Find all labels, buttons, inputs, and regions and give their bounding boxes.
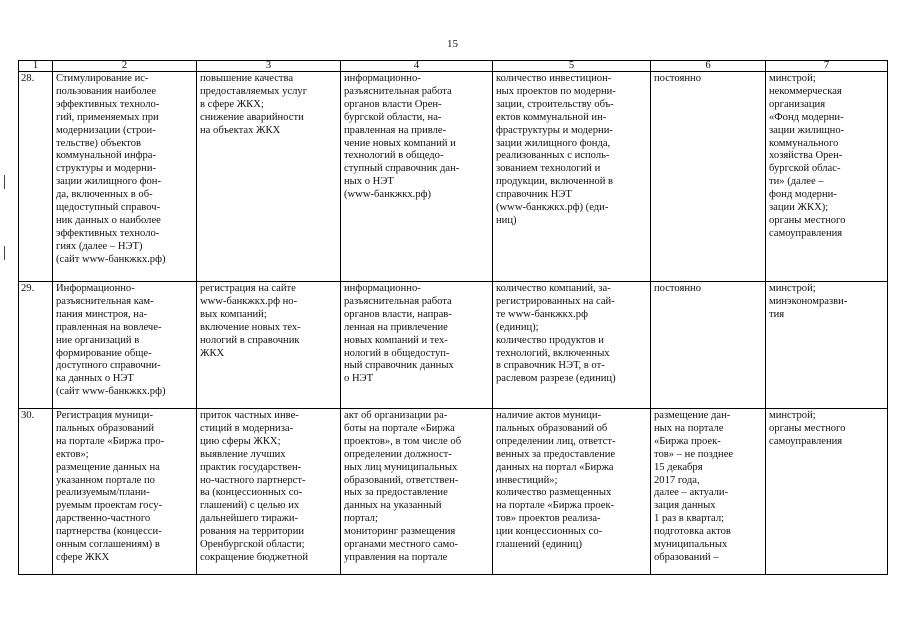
header-row [19,61,888,72]
term-cell: постоянно [651,282,766,409]
column-header: 5 [493,61,651,72]
measures-table [18,60,888,575]
mechanism-cell: информационно- разъяснительная работа органов власти, направ- ленная на привлечение новых компаний и тех- нологий в общедоступ- ный справочник данных о НЭТ [341,282,493,409]
row-number: 30. [19,409,53,575]
row-number: 29. [19,282,53,409]
left-margin-mark [4,246,5,260]
measure-cell: Стимулирование ис- пользования наиболее эффективных техноло- гий, применяемых при модернизации (строи- тельстве) объектов коммунальной инфра- структуры и модерни- зации жилищного фон- да, включенных в об- щедоступный справоч- ник данных о наиболее эффективных техноло- гиях (далее – НЭТ) (сайт www-банкжкх.рф) [53,72,197,282]
responsible-cell: минстрой; органы местного самоуправления [766,409,888,575]
result-cell: приток частных инве- стиций в модерниза- цию сферы ЖКХ; выявление лучших практик государствен- но-частного партнерст- ва (концессионных со- глашений) с целью их дальнейшего тиражи- рования на территории Оренбургской области; сокращение бюджетной [197,409,341,575]
mechanism-cell: информационно- разъяснительная работа органов власти Орен- бургской области, на- правленная на привле- чение новых компаний и технологий в общедо- ступный справочник дан- ных о НЭТ (www-банкжкх.рф) [341,72,493,282]
indicator-cell: наличие актов муници- пальных образований об определении лиц, ответст- венных за предоставление данных на портал «Биржа инвестиций»; количество размещенных на портале «Биржа проек- тов» проектов реализа- ции концессионных со- глашений (единиц) [493,409,651,575]
column-header: 7 [766,61,888,72]
mechanism-cell: акт об организации ра- боты на портале «Биржа проектов», в том числе об определении должност- ных лиц муниципальных образований, ответствен- ных за предоставление данных на указанный портал; мониторинг размещения органами местного само- управления на портале [341,409,493,575]
indicator-cell: количество компаний, за- регистрированных на сай- те www-банкжкх.рф (единиц); количество продуктов и технологий, включенных в справочник НЭТ, в от- раслевом разрезе (единиц) [493,282,651,409]
measure-cell: Регистрация муници- пальных образований на портале «Биржа про- ектов»; размещение данных на указанном портале по реализуемым/плани- руемым проектам госу- дарственно-частного партнерства (концесси- онным соглашениям) в сфере ЖКХ [53,409,197,575]
term-cell: постоянно [651,72,766,282]
table-row [19,72,888,282]
column-header: 1 [19,61,53,72]
column-header: 4 [341,61,493,72]
left-margin-mark [4,175,5,189]
column-header: 2 [53,61,197,72]
column-header: 6 [651,61,766,72]
indicator-cell: количество инвестицион- ных проектов по модерни- зации, строительству объ- ектов коммунальной ин- фраструктуры и модерни- зации жилищного фонда, реализованных с исполь- зованием технологий и продукции, включенной в справочник НЭТ (www-банкжкх.рф) (еди- ниц) [493,72,651,282]
measure-cell: Информационно- разъяснительная кам- пания минстроя, на- правленная на вовлече- ние организаций в формирование обще- доступного справочни- ка данных о НЭТ (сайт www-банкжкх.рф) [53,282,197,409]
column-header: 3 [197,61,341,72]
table-row [19,282,888,409]
term-cell: размещение дан- ных на портале «Биржа проек- тов» – не позднее 15 декабря 2017 года, далее – актуали- зация данных 1 раз в квартал; подготовка актов муниципальных образований – [651,409,766,575]
page-number: 15 [447,38,458,50]
responsible-cell: минстрой; минэкономразви- тия [766,282,888,409]
result-cell: регистрация на сайте www-банкжкх.рф но- вых компаний; включение новых тех- нологий в справочник ЖКХ [197,282,341,409]
row-number: 28. [19,72,53,282]
table-row [19,409,888,575]
result-cell: повышение качества предоставляемых услуг в сфере ЖКХ; снижение аварийности на объектах ЖКХ [197,72,341,282]
responsible-cell: минстрой; некоммерческая организация «Фонд модерни- зации жилищно- коммунального хозяйства Орен- бургской облас- ти» (далее – фонд модерни- зации ЖКХ); органы местного самоуправления [766,72,888,282]
